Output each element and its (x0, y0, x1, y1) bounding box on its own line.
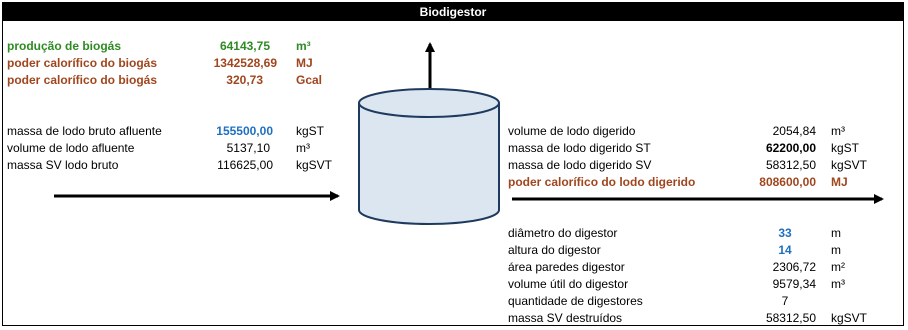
digester-height-value[interactable]: 14 (778, 243, 792, 257)
biogas-heat-gcal-unit: Gcal (296, 73, 323, 87)
tank-icon (359, 89, 499, 224)
destroyed-sv-value[interactable]: 58312,50 (765, 311, 816, 325)
raw-sv-mass-label: massa SV lodo bruto (7, 158, 119, 172)
digester-wall-area-unit: m² (831, 260, 845, 274)
digester-height-unit: m (831, 243, 841, 257)
digester-volume-unit: m³ (831, 277, 845, 291)
digested-heat-unit: MJ (831, 175, 848, 189)
digested-heat-value[interactable]: 808600,00 (759, 175, 816, 189)
sludge-volume-unit: m³ (296, 141, 310, 155)
digested-volume-unit: m³ (831, 124, 845, 138)
raw-sludge-mass-label: massa de lodo bruto afluente (7, 124, 162, 138)
sludge-volume-label: volume de lodo afluente (7, 141, 135, 155)
raw-sv-mass-unit: kgSVT (296, 158, 333, 172)
digester-count-value[interactable]: 7 (781, 294, 789, 308)
sludge-volume-value[interactable]: 5137,10 (226, 141, 270, 155)
digested-volume-value[interactable]: 2054,84 (772, 124, 816, 138)
digested-st-mass-unit: kgST (831, 141, 860, 155)
digester-diameter-unit: m (831, 226, 841, 240)
digester-volume-value[interactable]: 9579,34 (772, 277, 816, 291)
digester-wall-area-value[interactable]: 2306,72 (772, 260, 816, 274)
digested-sv-mass-label: massa de lodo digerido SV (508, 158, 652, 172)
digested-volume-label: volume de lodo digerido (508, 124, 636, 138)
digested-sv-mass-unit: kgSVT (831, 158, 868, 172)
digested-st-mass-label: massa de lodo digerido ST (508, 141, 651, 155)
destroyed-sv-label: massa SV destruídos (508, 311, 623, 325)
raw-sludge-mass-unit: kgST (296, 124, 325, 138)
sheet-title: Biodigestor (3, 3, 903, 21)
biogas-heat-gcal-label: poder calorífico do biogás (7, 73, 158, 87)
digested-st-mass-value[interactable]: 62200,00 (765, 141, 816, 155)
digester-volume-label: volume útil do digestor (508, 277, 629, 291)
raw-sludge-mass-value[interactable]: 155500,00 (216, 124, 273, 138)
digester-wall-area-label: área paredes digestor (508, 260, 625, 274)
digested-heat-label: poder calorífico do lodo digerido (508, 175, 696, 189)
biogas-heat-gcal-value[interactable]: 320,73 (226, 73, 263, 87)
raw-sv-mass-value[interactable]: 116625,00 (217, 158, 273, 172)
biogas-production-unit: m³ (296, 39, 311, 53)
digested-sv-mass-value[interactable]: 58312,50 (765, 158, 816, 172)
biogas-heat-mj-value[interactable]: 1342528,69 (213, 56, 277, 70)
biogas-heat-mj-unit: MJ (296, 56, 313, 70)
digester-count-label: quantidade de digestores (508, 294, 643, 308)
digester-height-label: altura do digestor (508, 243, 601, 257)
biogas-production-label: produção de biogás (7, 39, 122, 53)
biogas-production-value[interactable]: 64143,75 (219, 39, 270, 53)
digester-diameter-value[interactable]: 33 (778, 226, 792, 240)
digester-diameter-label: diâmetro do digestor (508, 226, 618, 240)
destroyed-sv-unit: kgSVT (831, 311, 868, 325)
biogas-heat-mj-label: poder calorífico do biogás (7, 56, 158, 70)
